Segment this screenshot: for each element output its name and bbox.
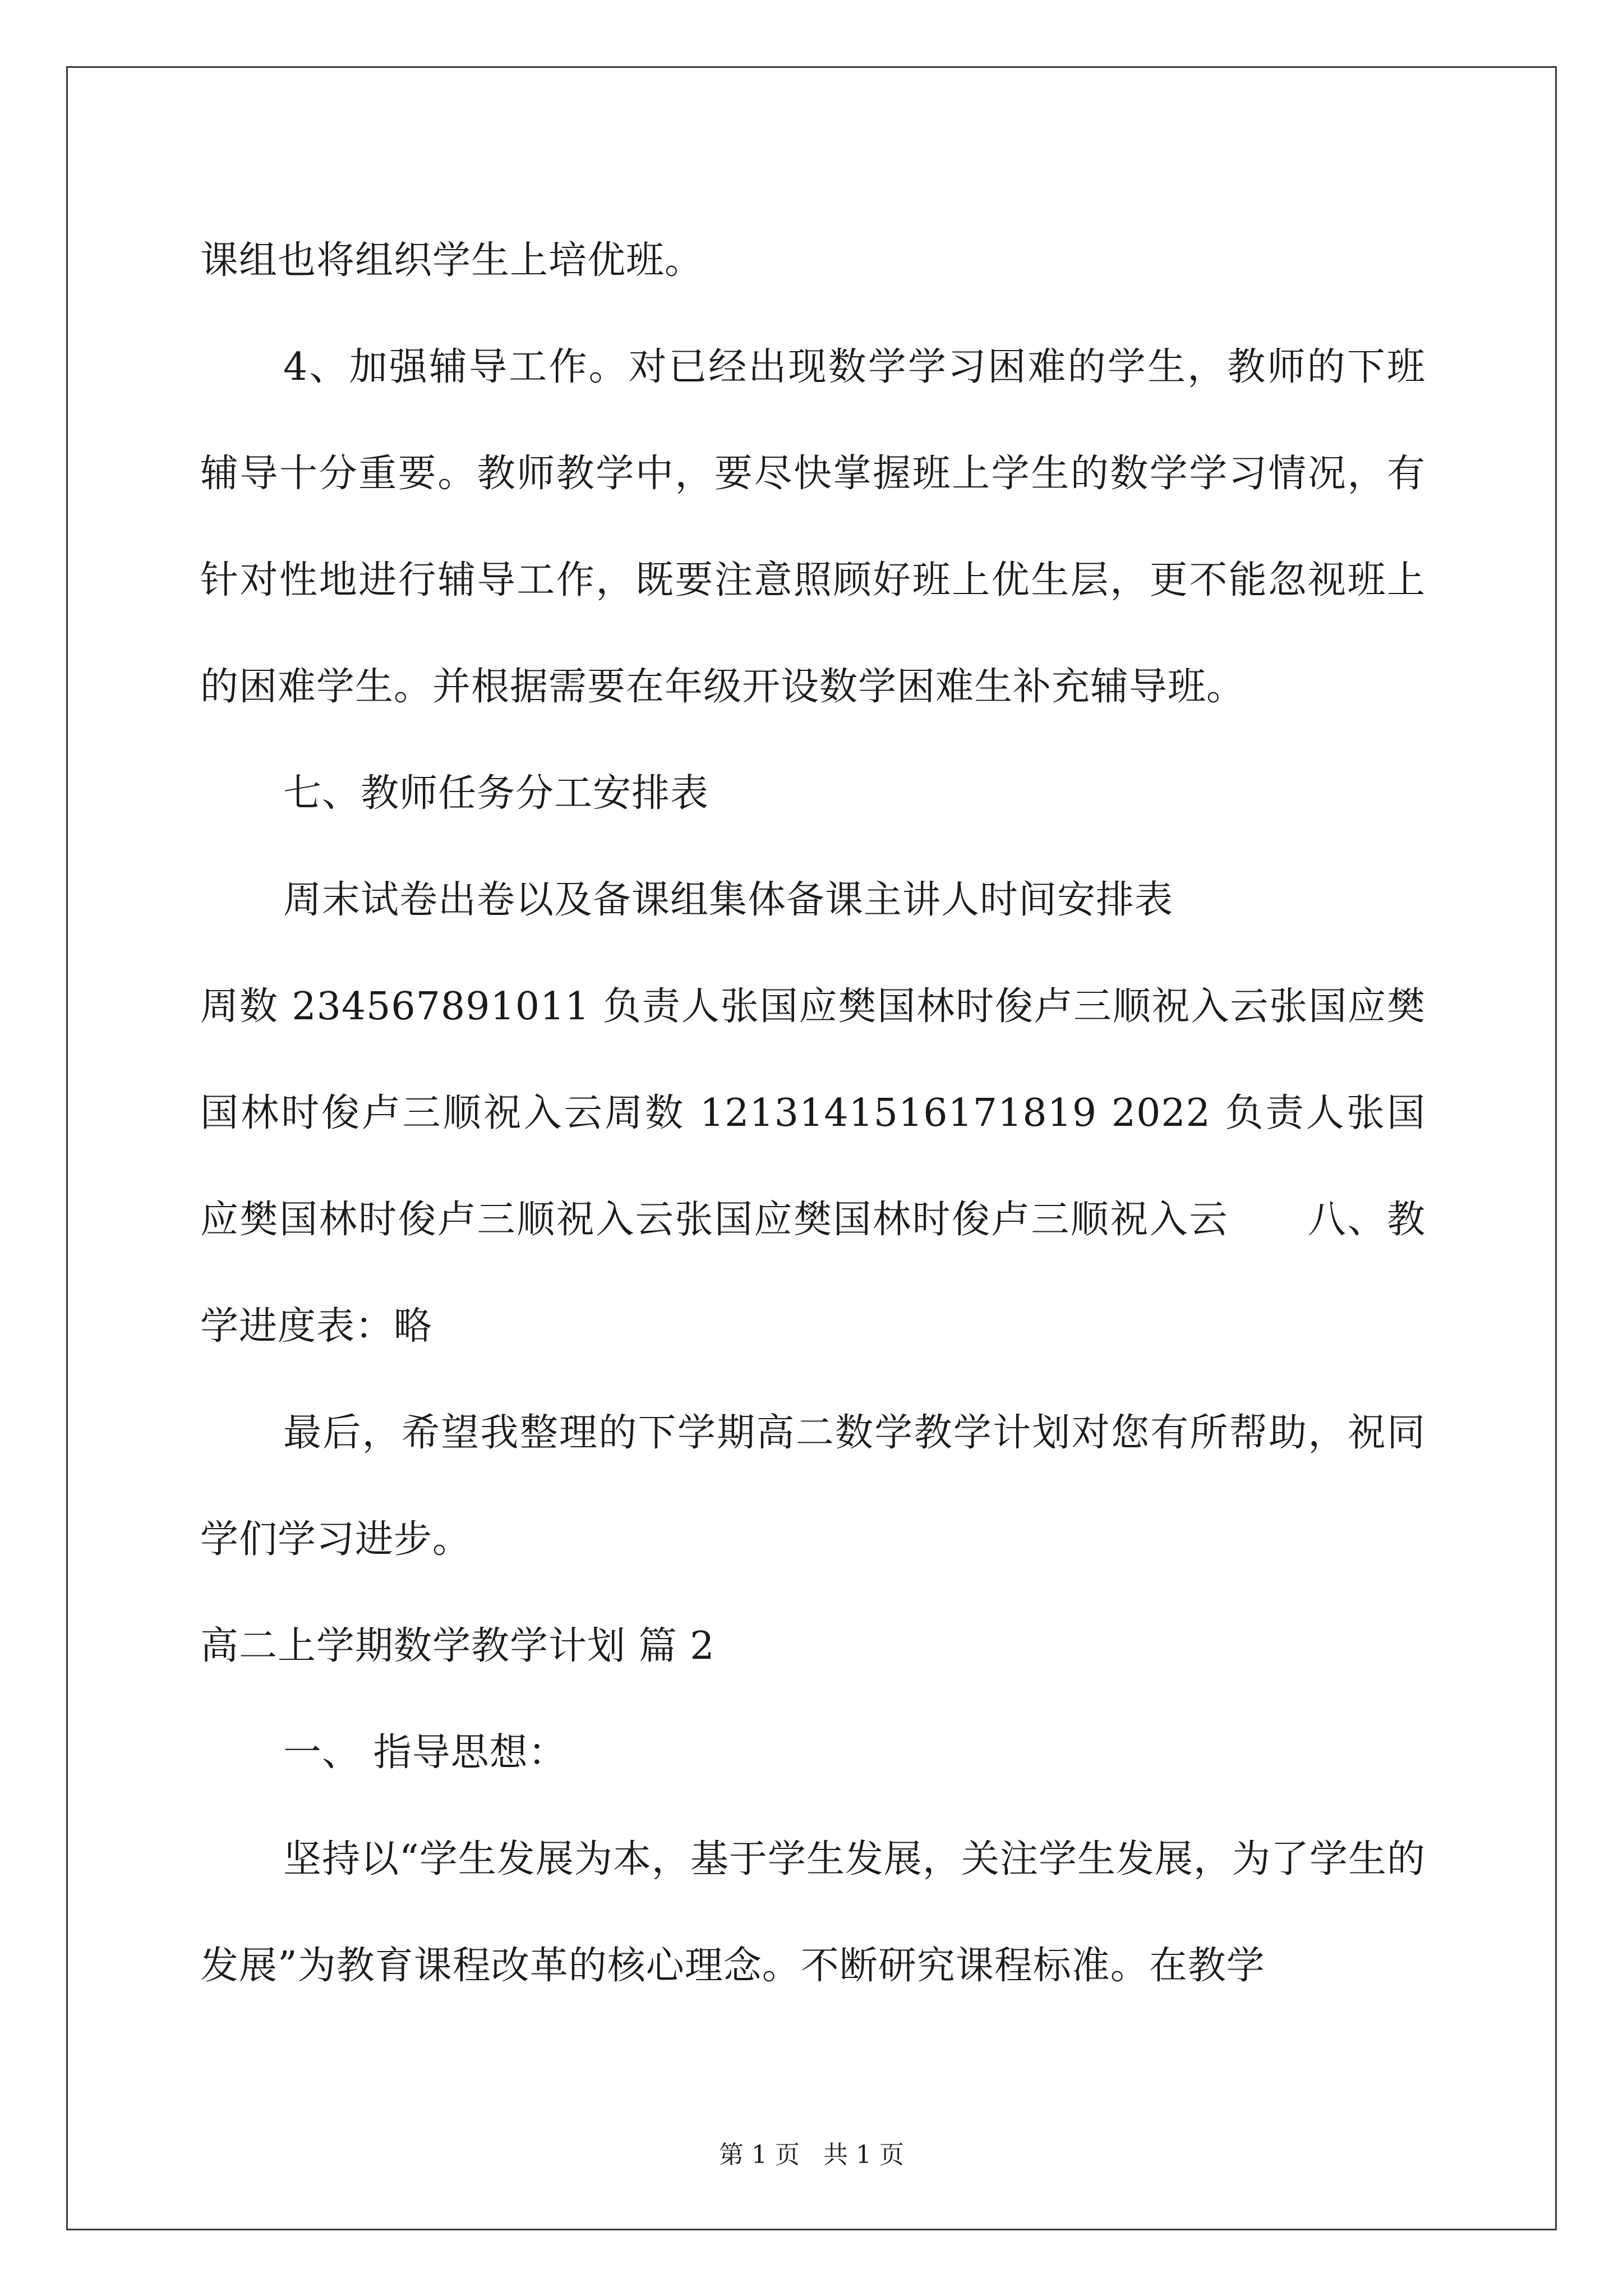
closing-paragraph: 最后，希望我整理的下学期高二数学教学计划对您有所帮助，祝同学们学习进步。 [200, 1411, 1426, 1562]
page-total: 共 1 页 [823, 2141, 904, 2169]
section-heading-1: 一、 指导思想： [283, 1731, 567, 1775]
paragraph-2: 4、加强辅导工作。对已经出现数学学习困难的学生，教师的下班辅导十分重要。教师教学中，要尽快掌握班上学生的数学学习情况，有针对性地进行辅导工作，既要注意照顾好班上优生层，更不能忽视班上的困难学生。并根据需要在年级开设数学困难生补充辅导班。 [200, 345, 1426, 709]
schedule-text: 周数 234567891011 负责人张国应樊国林时俊卢三顺祝入云张国应樊国林时俊卢三顺祝入云周数 1213141516171819 2022 负责人张国应樊国林时俊卢三顺祝入云张国应樊国林时俊卢三顺祝入云 八、教学进度表：略 [200, 984, 1426, 1349]
article-title: 高二上学期数学教学计划 篇 2 [200, 1624, 715, 1668]
table-caption: 周末试卷出卷以及备课组集体备课主讲人时间安排表 [283, 878, 1174, 922]
page-footer [0, 2134, 1623, 2170]
section-heading-7: 七、教师任务分工安排表 [283, 771, 709, 816]
document-body [200, 208, 1426, 2019]
paragraph-guiding: 坚持以“学生发展为本，基于学生发展，关注学生发展，为了学生的发展”为教育课程改革的核心理念。不断研究课程标准。在教学 [200, 1837, 1426, 1988]
page-number: 第 1 页 [719, 2141, 800, 2169]
paragraph-1: 课组也将组织学生上培优班。 [200, 238, 704, 283]
